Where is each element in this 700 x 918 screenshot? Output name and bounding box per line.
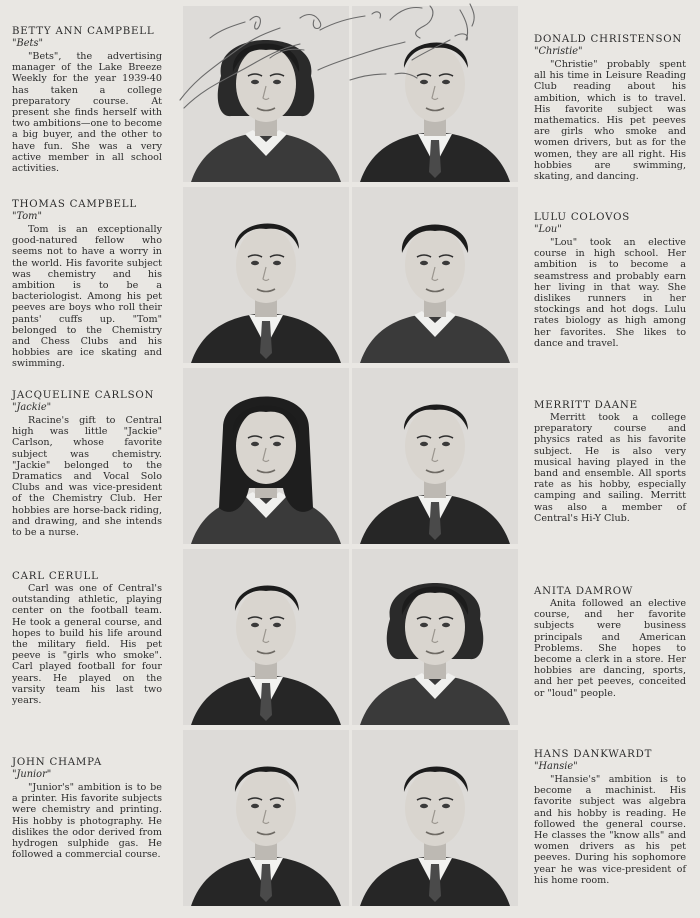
student-name: ANITA DAMROW [534,586,634,597]
student-name: JACQUELINE CARLSON [12,390,155,401]
bio-anita-damrow [534,586,686,699]
portrait-photo [183,6,349,182]
bio-carl-cerull [12,571,162,706]
student-name: LULU COLOVOS [534,212,631,223]
student-bio: Tom is an exceptionally good-natured fellow who seems not to have a worry in the world. His favorite subject was chemistry and his ambition is to be a bacteriologist. Among his pet peeves are boys who roll their pants' cuffs up. "Tom" belonged to the Chemistry and Chess Clubs and his hobbies are ice skating and swimming. [12,224,162,370]
student-name: BETTY ANN CAMPBELL [12,26,155,37]
portrait-photo [352,368,518,544]
bio-merritt-daane [534,400,686,524]
photo-hans-dankwardt [352,730,518,906]
portrait-photo [183,368,349,544]
photo-donald-christenson [352,6,518,182]
bio-lulu-colovos [534,212,686,349]
portrait-photo [183,187,349,363]
student-nickname: "Jackie" [12,402,52,413]
photo-anita-damrow [352,549,518,725]
student-bio: "Christie" probably spent all his time in Leisure Reading Club reading about his ambition, which is to travel. His favorite subject was mathematics. His pet peeves are girls who smoke and women drivers, but as for the women, they are all right. His hobbies are swimming, skating, and dancing. [534,59,686,183]
bio-hans-dankwardt [534,749,686,886]
photo-john-champa [183,730,349,906]
portrait-photo [352,549,518,725]
student-bio: Racine's gift to Central high was little "Jackie" Carlson, whose favorite subject was chemistry. "Jackie" belonged to the Dramatics and Vocal Solo Clubs and was vice-president of the Chemistry Club. Her hobbies are horse-back riding, and drawing, and she intends to be a nurse. [12,415,162,539]
student-name: HANS DANKWARDT [534,749,653,760]
student-bio: "Bets", the advertising manager of the Lake Breeze Weekly for the year 1939-40 has taken a college preparatory course. At present she finds herself with two ambitions—one to become a big buyer, and the other to have fun. She was a very active member in all school activities. [12,51,162,175]
student-nickname: "Bets" [12,38,43,49]
photo-jacqueline-carlson [183,368,349,544]
bio-thomas-campbell [12,199,162,370]
photo-thomas-campbell [183,187,349,363]
student-bio: Merritt took a college preparatory course and physics rated as his favorite subject. He is also very musical having played in the band and ensemble. All sports rate as his hobby, especially camping and sailing. Merritt was also a member of Central's Hi-Y Club. [534,412,686,524]
photo-carl-cerull [183,549,349,725]
student-bio: Carl was one of Central's outstanding athletic, playing center on the football team. He took a general course, and hopes to build his life around the military field. His pet peeve is "girls who smoke". Carl played football for four years. He played on the varsity team his last two years. [12,583,162,707]
student-name: THOMAS CAMPBELL [12,199,137,210]
portrait-photo [352,6,518,182]
photo-betty-ann-campbell [183,6,349,182]
student-nickname: "Junior" [12,769,52,780]
student-nickname: "Christie" [534,46,583,57]
portrait-photo [183,730,349,906]
photo-merritt-daane [352,368,518,544]
student-bio: "Junior's" ambition is to be a printer. His favorite subjects were chemistry and printing. His hobby is photography. He dislikes the odor derived from hydrogen sulphide gas. He followed a commercial course. [12,782,162,861]
portrait-photo [352,730,518,906]
student-name: DONALD CHRISTENSON [534,34,683,45]
student-bio: "Lou" took an elective course in high school. Her ambition is to become a seamstress and probably earn her living in that way. She dislikes runners in her stockings and hot dogs. Lulu rates biology as high among her favorites. She likes to dance and travel. [534,237,686,349]
bio-donald-christenson [534,34,686,182]
student-nickname: "Lou" [534,224,562,235]
student-name: JOHN CHAMPA [12,757,103,768]
student-nickname: "Hansie" [534,761,578,772]
bio-john-champa [12,757,162,860]
student-nickname: "Tom" [12,211,42,222]
student-name: CARL CERULL [12,571,99,582]
student-bio: "Hansie's" ambition is to become a machinist. His favorite subject was algebra and his hobby is reading. He followed the general course. He classes the "know alls" and women drivers as his pet peeves. During his sophomore year he was vice-president of his home room. [534,774,686,886]
portrait-photo [352,187,518,363]
bio-betty-ann-campbell [12,26,162,174]
portrait-photo [183,549,349,725]
photo-lulu-colovos [352,187,518,363]
student-name: MERRITT DAANE [534,400,638,411]
student-bio: Anita followed an elective course, and her favorite subjects were business principals and American Problems. She hopes to become a clerk in a store. Her hobbies are dancing, sports, and her pet peeves, conceited or "loud" people. [534,598,686,699]
bio-jacqueline-carlson [12,390,162,538]
